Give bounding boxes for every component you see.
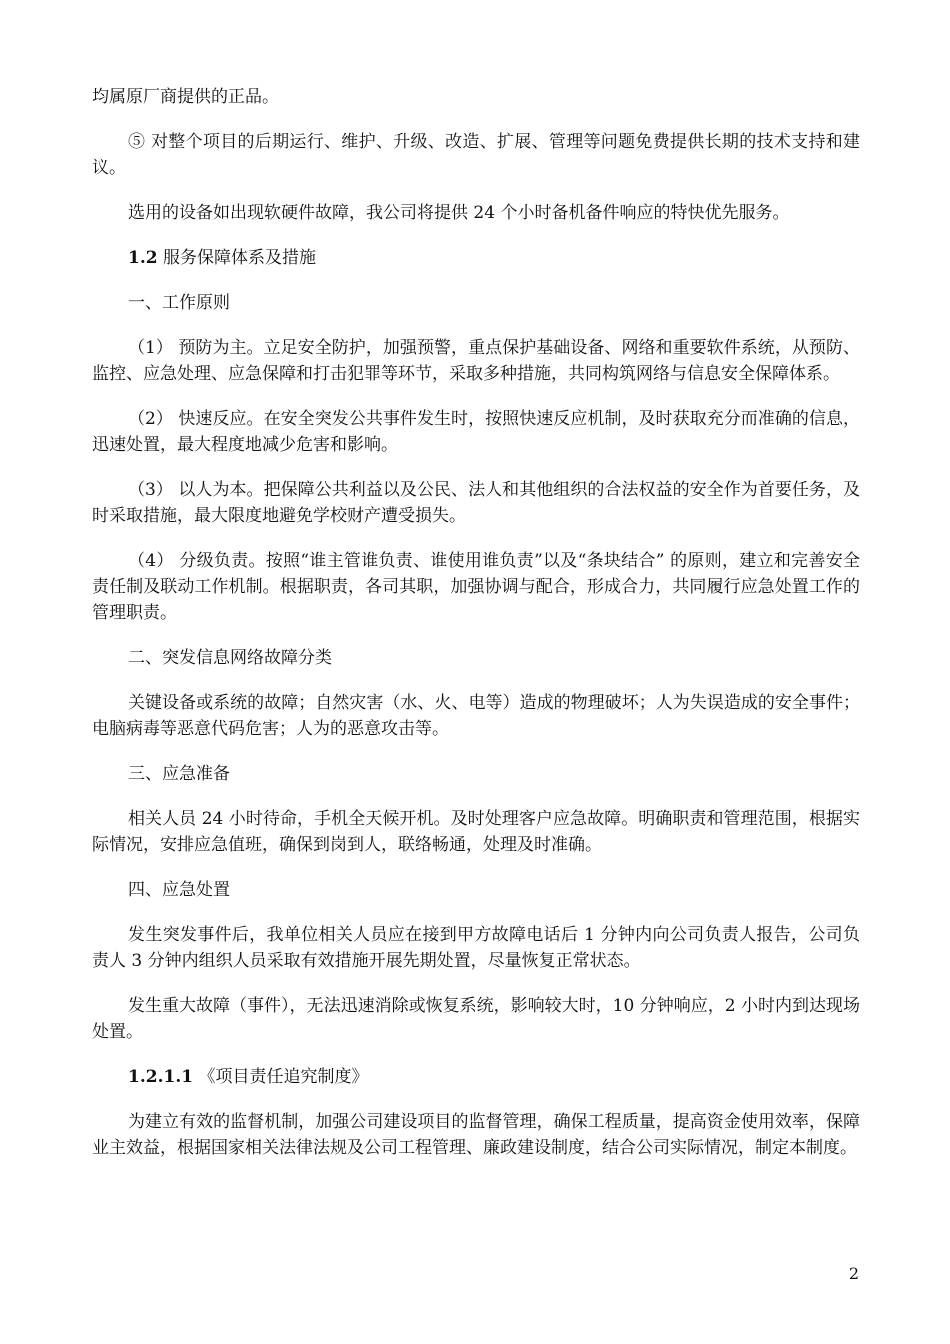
subheading: 一、工作原则 [128, 293, 230, 313]
section-heading [92, 1064, 860, 1090]
document-body [92, 84, 860, 1180]
paragraph: 为建立有效的监督机制，加强公司建设项目的监督管理，确保工程质量，提高资金使用效率，保障业主效益，根据国家相关法律法规及公司工程管理、廉政建设制度，结合公司实际情况，制定本制度。 [92, 1112, 860, 1158]
paragraph: 关键设备或系统的故障；自然灾害（水、火、电等）造成的物理破坏；人为失误造成的安全事件；电脑病毒等恶意代码危害；人为的恶意攻击等。 [92, 693, 860, 739]
paragraph: 相关人员 24 小时待命，手机全天候开机。及时处理客户应急故障。明确职责和管理范围，根据实际情况，安排应急值班，确保到岗到人，联络畅通，处理及时准确。 [92, 809, 860, 855]
paragraph: 选用的设备如出现软硬件故障，我公司将提供 24 个小时备机备件响应的特快优先服务。 [128, 203, 790, 223]
section-number: 1.2.1.1 [128, 1067, 194, 1087]
section-number: 1.2 [128, 248, 158, 268]
section-heading [92, 245, 860, 271]
subheading: 三、应急准备 [128, 764, 230, 784]
paragraph: ⑤ 对整个项目的后期运行、维护、升级、改造、扩展、管理等问题免费提供长期的技术支持和建议。 [92, 132, 860, 178]
paragraph: （3） 以人为本。把保障公共利益以及公民、法人和其他组织的合法权益的安全作为首要任务，及时采取措施，最大限度地避免学校财产遭受损失。 [92, 480, 860, 526]
paragraph: 发生突发事件后，我单位相关人员应在接到甲方故障电话后 1 分钟内向公司负责人报告，公司负责人 3 分钟内组织人员采取有效措施开展先期处置，尽量恢复正常状态。 [92, 925, 860, 971]
paragraph: （1） 预防为主。立足安全防护，加强预警，重点保护基础设备、网络和重要软件系统，从预防、监控、应急处理、应急保障和打击犯罪等环节，采取多种措施，共同构筑网络与信息安全保障体系。 [92, 338, 860, 384]
section-title: 《项目责任追究制度》 [193, 1067, 369, 1087]
paragraph: （2） 快速反应。在安全突发公共事件发生时，按照快速反应机制，及时获取充分而准确的信息，迅速处置，最大程度地减少危害和影响。 [92, 409, 860, 455]
page-number: 2 [848, 1264, 859, 1283]
paragraph: （4） 分级负责。按照“谁主管谁负责、谁使用谁负责”以及“条块结合” 的原则，建立和完善安全责任制及联动工作机制。根据职责，各司其职，加强协调与配合，形成合力，共同履行应急处置工作的管理职责。 [92, 551, 860, 623]
paragraph: 发生重大故障（事件），无法迅速消除或恢复系统，影响较大时，10 分钟响应，2 小时内到达现场处置。 [92, 996, 860, 1042]
subheading: 二、突发信息网络故障分类 [128, 648, 332, 668]
section-title: 服务保障体系及措施 [157, 248, 316, 268]
paragraph: 均属原厂商提供的正品。 [92, 87, 279, 107]
subheading: 四、应急处置 [128, 880, 230, 900]
